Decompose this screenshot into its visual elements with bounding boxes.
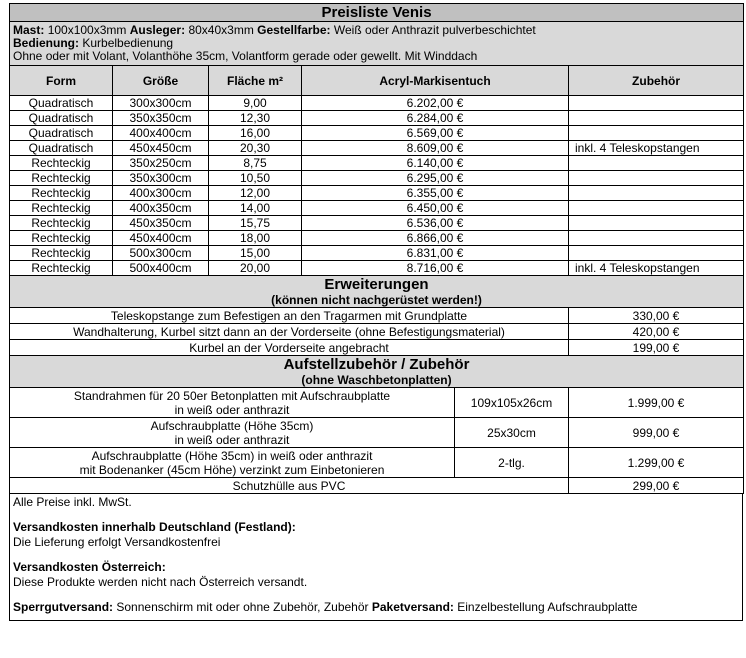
- table-row: [10, 111, 744, 126]
- austria-shipping-heading: Versandkosten Österreich:: [13, 560, 166, 574]
- paket-text: Einzelbestellung Aufschraubplatte: [457, 600, 638, 614]
- form-cell: Rechteckig: [10, 216, 113, 231]
- extension-price: 330,00 €: [569, 308, 744, 324]
- accessory-cell: [569, 156, 744, 171]
- table-row: [10, 246, 744, 261]
- form-cell: Quadratisch: [10, 96, 113, 111]
- area-cell: 15,00: [209, 246, 302, 261]
- size-cell: 500x400cm: [113, 261, 209, 276]
- accessory-cell: inkl. 4 Teleskopstangen: [569, 141, 744, 156]
- erweiterungen-heading: [10, 276, 744, 308]
- column-header-area: Fläche m²: [209, 66, 302, 96]
- form-cell: Rechteckig: [10, 171, 113, 186]
- accessory-price: 1.999,00 €: [569, 388, 744, 418]
- accessory-line: in weiß oder anthrazit: [174, 402, 290, 417]
- accessory-cell: [569, 126, 744, 141]
- mwst-note: Alle Preise inkl. MwSt.: [13, 495, 132, 509]
- size-cell: 500x300cm: [113, 246, 209, 261]
- accessory-line: in weiß oder anthrazit: [174, 432, 290, 447]
- table-row: [10, 126, 744, 141]
- accessory-price: 1.299,00 €: [569, 448, 744, 478]
- form-cell: Rechteckig: [10, 156, 113, 171]
- accessory-price: 999,00 €: [569, 418, 744, 448]
- extension-price: 199,00 €: [569, 340, 744, 356]
- price-cell: 8.609,00 €: [302, 141, 569, 156]
- bedienung-value: Kurbelbedienung: [82, 36, 174, 50]
- area-cell: 20,30: [209, 141, 302, 156]
- accessory-cell: [569, 111, 744, 126]
- price-cell: 6.831,00 €: [302, 246, 569, 261]
- aufstell-heading: [10, 356, 744, 388]
- gestell-label: Gestellfarbe:: [257, 23, 331, 37]
- area-cell: 15,75: [209, 216, 302, 231]
- price-cell: 6.355,00 €: [302, 186, 569, 201]
- volant-line: Ohne oder mit Volant, Volanthöhe 35cm, Volantform gerade oder gewellt. Mit Winddach: [13, 49, 478, 63]
- size-cell: 400x300cm: [113, 186, 209, 201]
- sperrgut-label: Sperrgutversand:: [13, 600, 114, 614]
- size-cell: 350x250cm: [113, 156, 209, 171]
- area-cell: 9,00: [209, 96, 302, 111]
- column-header-accessory: Zubehör: [569, 66, 744, 96]
- accessory-line: Standrahmen für 20 50er Betonplatten mit Aufschraubplatte: [73, 388, 391, 403]
- column-header-price: Acryl-Markisentuch: [302, 66, 569, 96]
- accessory-size: 2-tlg.: [455, 448, 569, 478]
- mast-value: 100x100x3mm: [47, 23, 127, 37]
- accessory-cell: [569, 231, 744, 246]
- price-cell: 6.450,00 €: [302, 201, 569, 216]
- bedienung-label: Bedienung:: [13, 36, 79, 50]
- aufstell-table: [9, 356, 744, 494]
- accessory-cell: [569, 246, 744, 261]
- area-cell: 10,50: [209, 171, 302, 186]
- table-row: [10, 201, 744, 216]
- price-cell: 6.202,00 €: [302, 96, 569, 111]
- extension-text: Teleskopstange zum Befestigen an den Tragarmen mit Grundplatte: [10, 308, 569, 324]
- column-header-size: Größe: [113, 66, 209, 96]
- mast-label: Mast:: [13, 23, 45, 37]
- paket-label: Paketversand:: [371, 600, 454, 614]
- table-row: [10, 186, 744, 201]
- area-cell: 8,75: [209, 156, 302, 171]
- accessory-description: [10, 448, 455, 478]
- price-cell: 6.140,00 €: [302, 156, 569, 171]
- list-item: [10, 324, 744, 340]
- accessory-cell: [569, 216, 744, 231]
- size-cell: 300x300cm: [113, 96, 209, 111]
- price-cell: 6.295,00 €: [302, 171, 569, 186]
- extension-text: Kurbel an der Vorderseite angebracht: [10, 340, 569, 356]
- sperrgut-text: Sonnenschirm mit oder ohne Zubehör, Zubehör: [116, 600, 369, 614]
- germany-shipping-text: Die Lieferung erfolgt Versandkostenfrei: [13, 535, 221, 549]
- germany-shipping-heading: Versandkosten innerhalb Deutschland (Festland):: [13, 520, 296, 534]
- price-cell: 8.716,00 €: [302, 261, 569, 276]
- aufstell-title: Aufstellzubehör / Zubehör: [283, 356, 470, 373]
- table-row: [10, 261, 744, 276]
- area-cell: 12,30: [209, 111, 302, 126]
- aufstell-subtitle: (ohne Waschbetonplatten): [301, 373, 452, 387]
- schutzhuelle-price: 299,00 €: [569, 478, 744, 494]
- size-cell: 450x450cm: [113, 141, 209, 156]
- shipping-type-line: [13, 600, 739, 615]
- erweiterungen-subtitle: (können nicht nachgerüstet werden!): [271, 293, 482, 307]
- form-cell: Quadratisch: [10, 141, 113, 156]
- gestell-value: Weiß oder Anthrazit pulverbeschichtet: [333, 23, 536, 37]
- table-row: [10, 96, 744, 111]
- accessory-size: 25x30cm: [455, 418, 569, 448]
- form-cell: Rechteckig: [10, 186, 113, 201]
- form-cell: Rechteckig: [10, 261, 113, 276]
- accessory-line: Aufschraubplatte (Höhe 35cm) in weiß oder anthrazit: [91, 448, 373, 463]
- accessory-cell: [569, 201, 744, 216]
- area-cell: 12,00: [209, 186, 302, 201]
- price-cell: 6.866,00 €: [302, 231, 569, 246]
- form-cell: Quadratisch: [10, 126, 113, 141]
- schutzhuelle-text: Schutzhülle aus PVC: [10, 478, 569, 494]
- accessory-cell: [569, 186, 744, 201]
- size-cell: 450x350cm: [113, 216, 209, 231]
- table-row: [10, 171, 744, 186]
- size-cell: 350x350cm: [113, 111, 209, 126]
- price-table: [9, 3, 744, 276]
- price-list: [9, 3, 743, 621]
- accessory-description: [10, 418, 455, 448]
- price-cell: 6.536,00 €: [302, 216, 569, 231]
- size-cell: 450x400cm: [113, 231, 209, 246]
- price-cell: 6.569,00 €: [302, 126, 569, 141]
- page-title: Preisliste Venis: [10, 4, 744, 22]
- product-info: [10, 22, 744, 66]
- form-cell: Rechteckig: [10, 231, 113, 246]
- table-row: [10, 231, 744, 246]
- list-item: [10, 448, 744, 478]
- extension-price: 420,00 €: [569, 324, 744, 340]
- accessory-line: mit Bodenanker (45cm Höhe) verzinkt zum Einbetonieren: [79, 462, 385, 477]
- list-item: [10, 388, 744, 418]
- area-cell: 20,00: [209, 261, 302, 276]
- price-cell: 6.284,00 €: [302, 111, 569, 126]
- austria-shipping-text: Diese Produkte werden nicht nach Österreich versandt.: [13, 575, 308, 589]
- ausleger-label: Ausleger:: [129, 23, 186, 37]
- table-row: [10, 156, 744, 171]
- column-header-row: [10, 66, 744, 96]
- size-cell: 400x350cm: [113, 201, 209, 216]
- list-item: [10, 340, 744, 356]
- accessory-size: 109x105x26cm: [455, 388, 569, 418]
- shipping-notes: [9, 494, 743, 621]
- erweiterungen-table: [9, 276, 744, 356]
- table-row: [10, 216, 744, 231]
- accessory-line: Aufschraubplatte (Höhe 35cm): [150, 418, 314, 433]
- table-row: [10, 141, 744, 156]
- area-cell: 16,00: [209, 126, 302, 141]
- list-item: [10, 418, 744, 448]
- form-cell: Rechteckig: [10, 246, 113, 261]
- erweiterungen-title: Erweiterungen: [324, 276, 429, 293]
- extension-text: Wandhalterung, Kurbel sitzt dann an der Vorderseite (ohne Befestigungsmaterial): [10, 324, 569, 340]
- size-cell: 400x400cm: [113, 126, 209, 141]
- form-cell: Rechteckig: [10, 201, 113, 216]
- form-cell: Quadratisch: [10, 111, 113, 126]
- accessory-cell: [569, 96, 744, 111]
- list-item: [10, 308, 744, 324]
- list-item: [10, 478, 744, 494]
- accessory-cell: [569, 171, 744, 186]
- area-cell: 18,00: [209, 231, 302, 246]
- accessory-description: [10, 388, 455, 418]
- accessory-cell: inkl. 4 Teleskopstangen: [569, 261, 744, 276]
- area-cell: 14,00: [209, 201, 302, 216]
- size-cell: 350x300cm: [113, 171, 209, 186]
- column-header-form: Form: [10, 66, 113, 96]
- ausleger-value: 80x40x3mm: [188, 23, 254, 37]
